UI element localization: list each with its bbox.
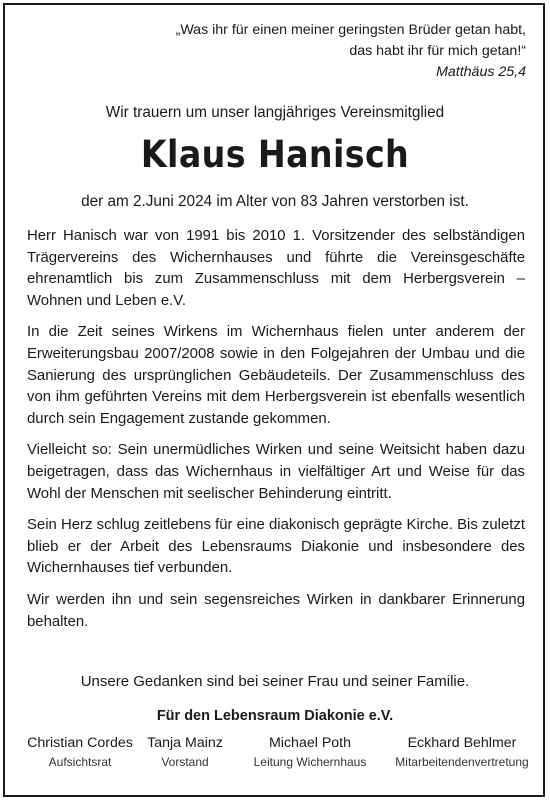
signer [140,733,230,771]
quote-line-1: „Was ihr für einen meiner geringsten Brüder getan habt, [175,22,526,38]
intro-line: Wir trauern um unser langjähriges Vereinsmitglied [105,104,445,121]
quote-source: Matthäus 25,4 [436,64,526,80]
condolence-line: Unsere Gedanken sind bei seiner Frau und seiner Familie. [80,673,470,690]
quote-line-2: das habt ihr für mich getan!“ [349,43,526,59]
paragraph: Sein Herz schlug zeitlebens für eine diakonisch geprägte Kirche. Bis zuletzt blieb er der Arbeit des Lebensraums Diakonie und insbesondere des Wichernhauses tief verbunden. [27,517,525,577]
paragraph: Wir werden ihn und sein segensreiches Wirken in dankbarer Erinnerung behalten. [27,591,525,630]
signer-name: Tanja Mainz [147,735,223,751]
deceased-name: Klaus Hanisch [140,133,410,176]
obituary-body [27,226,525,643]
signer-role: Vorstand [161,755,209,769]
signer [10,733,150,771]
paragraph: Vielleicht so: Sein unermüdliches Wirken und seine Weitsicht haben dazu beigetragen, dass das Wichernhaus in vielfältiger Art und Weise für das Wohl der Menschen mit seelischer Behinderung eintritt. [27,442,525,502]
signer-name: Christian Cordes [27,735,133,751]
organization-name: Für den Lebensraum Diakonie e.V. [156,708,394,724]
paragraph: Herr Hanisch war von 1991 bis 2010 1. Vorsitzender des selbständigen Trägervereins des Wichernhauses und führte die Vereinsgeschäfte ehrenamtlich bis zum Zusammenschluss mit dem Herbergsverein – Wohnen und Leben e.V. [27,228,525,309]
death-line: der am 2.Juni 2024 im Alter von 83 Jahren verstorben ist. [81,193,469,210]
signer-name: Eckhard Behlmer [407,735,517,751]
signer [382,733,542,771]
signer-role: Leitung Wichernhaus [253,755,367,769]
signer-role: Aufsichtsrat [48,755,112,769]
signer [240,733,380,771]
signer-name: Michael Poth [268,735,351,751]
signers [0,733,550,777]
bible-quote [106,20,526,83]
paragraph: In die Zeit seines Wirkens im Wichernhaus fielen unter anderem der Erweiterungsbau 2007/2008 sowie in den Folgejahren der Umbau und die Sanierung des ursprünglichen Gebäudeteils. Der Zusammenschluss des von ihm geführten Vereins mit dem Herbergsverein ist ebenfalls wesentlich durch sein Engagement zustande gekommen. [27,324,525,427]
signer-role: Mitarbeitendenvertretung [395,755,529,769]
